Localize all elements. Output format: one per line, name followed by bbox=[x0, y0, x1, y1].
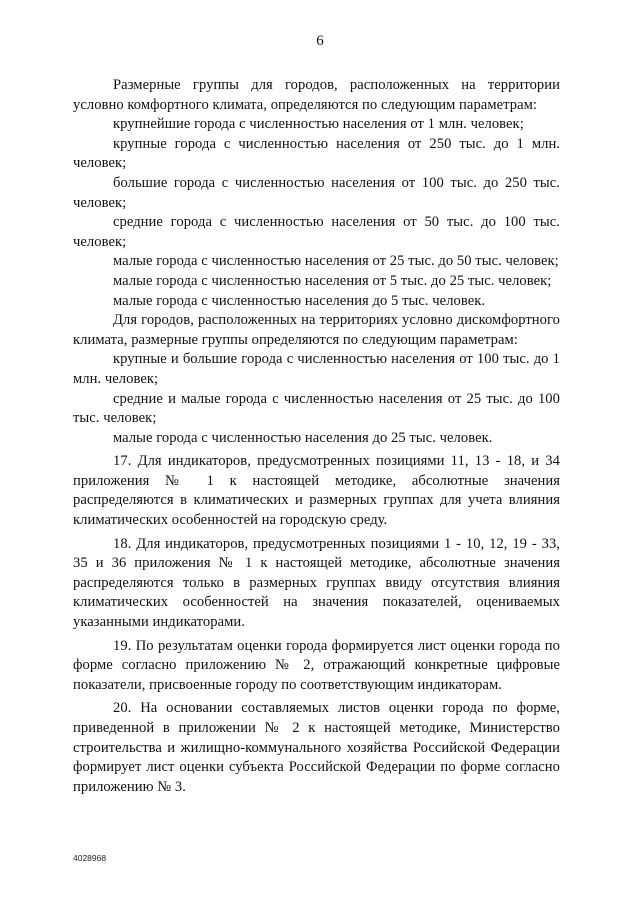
paragraph-large-and-big-cities: крупные и большие города с численностью населения от 100 тыс. до 1 млн. человек; bbox=[73, 351, 560, 387]
paragraph-item-18: 18. Для индикаторов, предусмотренных позициями 1 - 10, 12, 19 - 33, 35 и 36 приложения № 1 к настоящей методике, абсолютные значения распределяются только в размерных группах ввиду отсутствия влияния климатических особенностей на значения показателей, оцениваемых указанными индикаторами. bbox=[73, 535, 560, 631]
paragraph-large-cities: крупные города с численностью населения от 250 тыс. до 1 млн. человек; bbox=[73, 135, 560, 172]
page-number: 6 bbox=[316, 33, 324, 49]
paragraph-small-cities-25-50: малые города с численностью населения от 25 тыс. до 50 тыс. человек; bbox=[113, 253, 559, 270]
paragraph-medium-and-small-cities: средние и малые города с численностью населения от 25 тыс. до 100 тыс. человек; bbox=[73, 390, 560, 427]
paragraph-climate-comfort-intro: Размерные группы для городов, расположенных на территории условно комфортного климата, определяются по следующим параметрам: bbox=[73, 77, 560, 113]
document-code: 4028968 bbox=[73, 853, 107, 863]
paragraph-item-17: 17. Для индикаторов, предусмотренных позициями 11, 13 - 18, и 34 приложения № 1 к настоящей методике, абсолютные значения распределяются в климатических и размерных группах для учета влияния климатических особенностей на городскую среду. bbox=[73, 453, 560, 529]
paragraph-climate-discomfort-intro: Для городов, расположенных на территориях условно дискомфортного климата, размерные группы определяются по следующим параметрам: bbox=[73, 312, 560, 348]
paragraph-small-cities-under-25: малые города с численностью населения до 25 тыс. человек. bbox=[113, 429, 493, 446]
paragraph-medium-cities: средние города с численностью населения от 50 тыс. до 100 тыс. человек; bbox=[73, 214, 560, 250]
paragraph-big-cities: большие города с численностью населения от 100 тыс. до 250 тыс. человек; bbox=[73, 174, 560, 211]
paragraph-largest-cities: крупнейшие города с численностью населения от 1 млн. человек; bbox=[113, 116, 524, 133]
paragraph-small-cities-under-5: малые города с численностью населения до 5 тыс. человек. bbox=[113, 292, 486, 309]
paragraph-item-20: 20. На основании составляемых листов оценки города по форме, приведенной в приложении № 2 к настоящей методике, Министерство строительства и жилищно-коммунального хозяйства Российской Федерации формирует лист оценки субъекта Российской Федерации по форме согласно приложению № 3. bbox=[73, 700, 560, 795]
paragraph-item-19: 19. По результатам оценки города формируется лист оценки города по форме согласно приложению № 2, отражающий конкретные цифровые показатели, присвоенные городу по соответствующим индикаторам. bbox=[73, 637, 560, 693]
paragraph-small-cities-5-25: малые города с численностью населения от 5 тыс. до 25 тыс. человек; bbox=[113, 272, 552, 289]
document-body bbox=[73, 76, 560, 797]
